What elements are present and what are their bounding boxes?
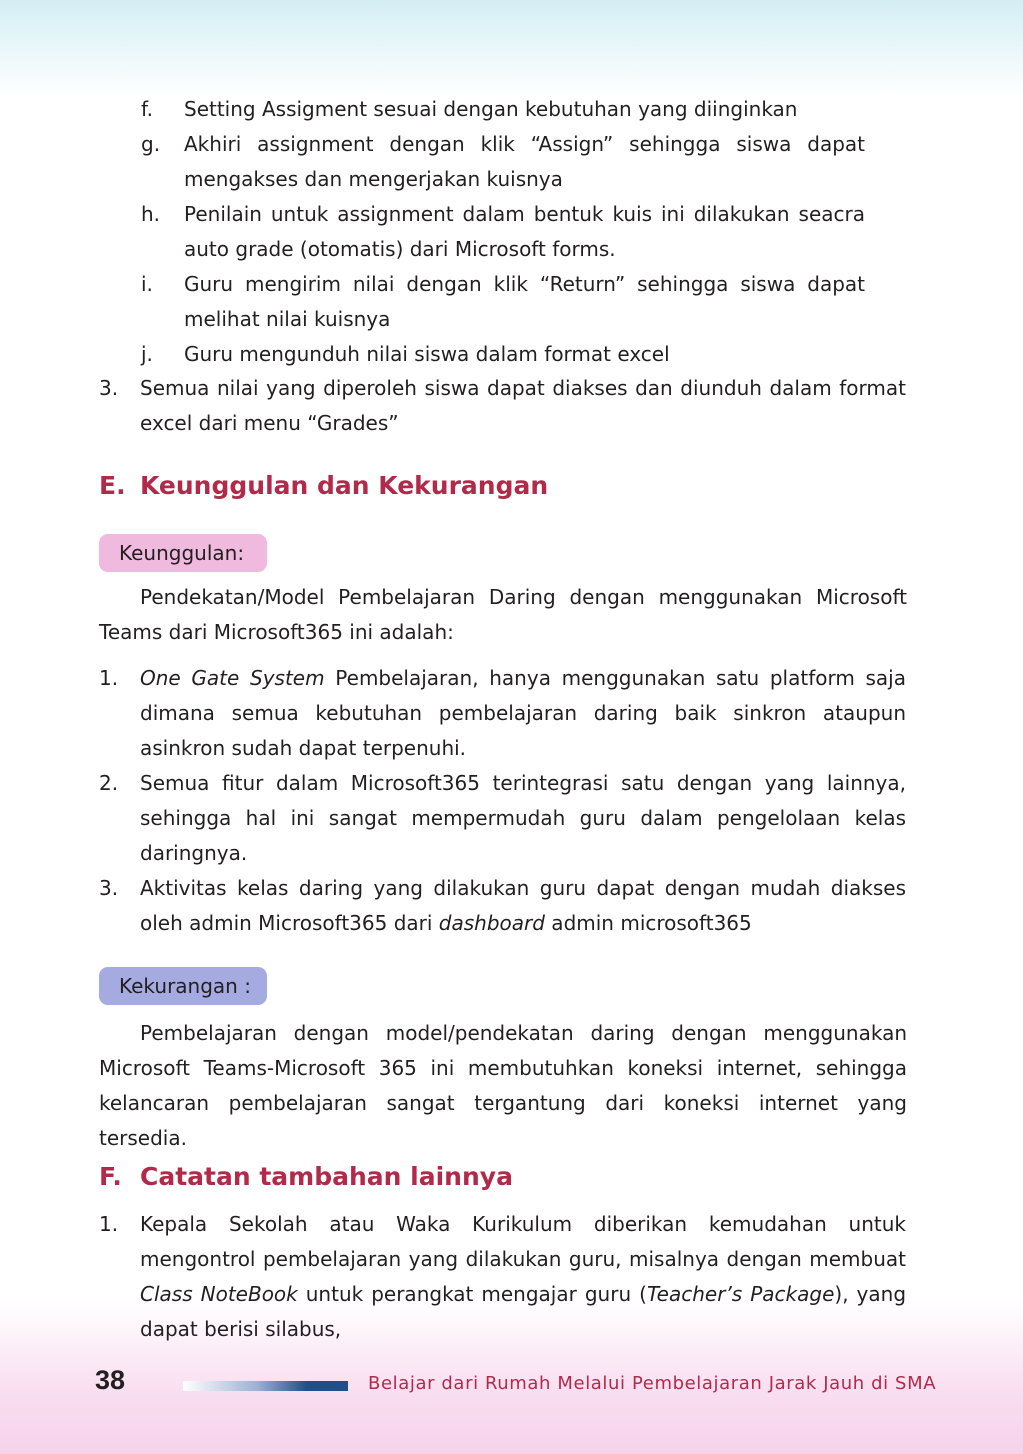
intro-paragraph: Pendekatan/Model Pembelajaran Daring dengan menggunakan Microsoft Teams dari Microsoft365 ini adalah: [99,585,907,644]
italic-term: Teacher’s Package [646,1282,835,1306]
list-label: f. [141,97,153,121]
list-label: 3. [99,376,119,400]
italic-term: dashboard [438,911,545,935]
keunggulan-badge: Keunggulan: [99,534,267,572]
list-text: Semua nilai yang diperoleh siswa dapat diakses dan diunduh dalam format excel dari menu “Grades” [140,376,906,435]
list-label: i. [141,272,153,296]
list-text: Akhiri assignment dengan klik “Assign” sehingga siswa dapat mengakses dan mengerjakan kuisnya [184,132,865,191]
section-label: F. [99,1162,122,1191]
section-label: E. [99,471,126,500]
list-text: Penilain untuk assignment dalam bentuk kuis ini dilakukan seacra auto grade (otomatis) dari Microsoft forms. [184,202,865,261]
list-text [140,661,906,766]
text-segment: Kepala Sekolah atau Waka Kurikulum diberikan kemudahan untuk mengontrol pembelajaran yang dilakukan guru, misalnya dengan membuat [140,1212,906,1271]
list-label: h. [141,202,161,226]
text-segment: Pembelajaran, hanya menggunakan satu platform saja dimana semua kebutuhan pembelajaran daring baik sinkron ataupun asinkron sudah dapat terpenuhi. [140,666,906,760]
footer-book-title: Belajar dari Rumah Melalui Pembelajaran Jarak Jauh di SMA [368,1373,937,1394]
list-label: g. [141,132,161,156]
section-title: Catatan tambahan lainnya [140,1162,513,1191]
list-text [140,871,906,941]
list-label: 3. [99,876,119,900]
text-segment: admin microsoft365 [544,911,752,935]
list-text: Setting Assigment sesuai dengan kebutuhan yang diinginkan [184,97,798,121]
list-label: 2. [99,771,119,795]
list-text: Guru mengunduh nilai siswa dalam format excel [184,342,670,366]
list-label: 1. [99,1212,119,1236]
italic-term: Class NoteBook [140,1282,298,1306]
list-text: Guru mengirim nilai dengan klik “Return” sehingga siswa dapat melihat nilai kuisnya [184,272,865,331]
list-label: j. [141,342,153,366]
list-text [140,1207,906,1347]
list-text: Semua fitur dalam Microsoft365 terintegrasi satu dengan yang lainnya, sehingga hal ini sangat mempermudah guru dalam pengelolaan kelas daringnya. [140,771,906,865]
italic-term: One Gate System [140,666,325,690]
text-segment: untuk perangkat mengajar guru ( [297,1282,647,1306]
kekurangan-badge: Kekurangan : [99,967,267,1005]
section-heading-f [99,1161,513,1193]
text-segment: ), yang dapat berisi silabus, [140,1282,907,1341]
footer-gradient-bar [183,1381,348,1391]
kekurangan-paragraph: Pembelajaran dengan model/pendekatan daring dengan menggunakan Microsoft Teams-Microsoft 365 ini membutuhkan koneksi internet, sehingga kelancaran pembelajaran sangat tergantung dari koneksi internet yang tersedia. [99,1021,907,1150]
list-label: 1. [99,666,119,690]
text-segment: Aktivitas kelas daring yang dilakukan guru dapat dengan mudah diakses oleh admin Microsoft365 dari [140,876,906,935]
section-title: Keunggulan dan Kekurangan [140,471,549,500]
section-heading-e [99,470,548,502]
page-number: 38 [95,1365,126,1395]
